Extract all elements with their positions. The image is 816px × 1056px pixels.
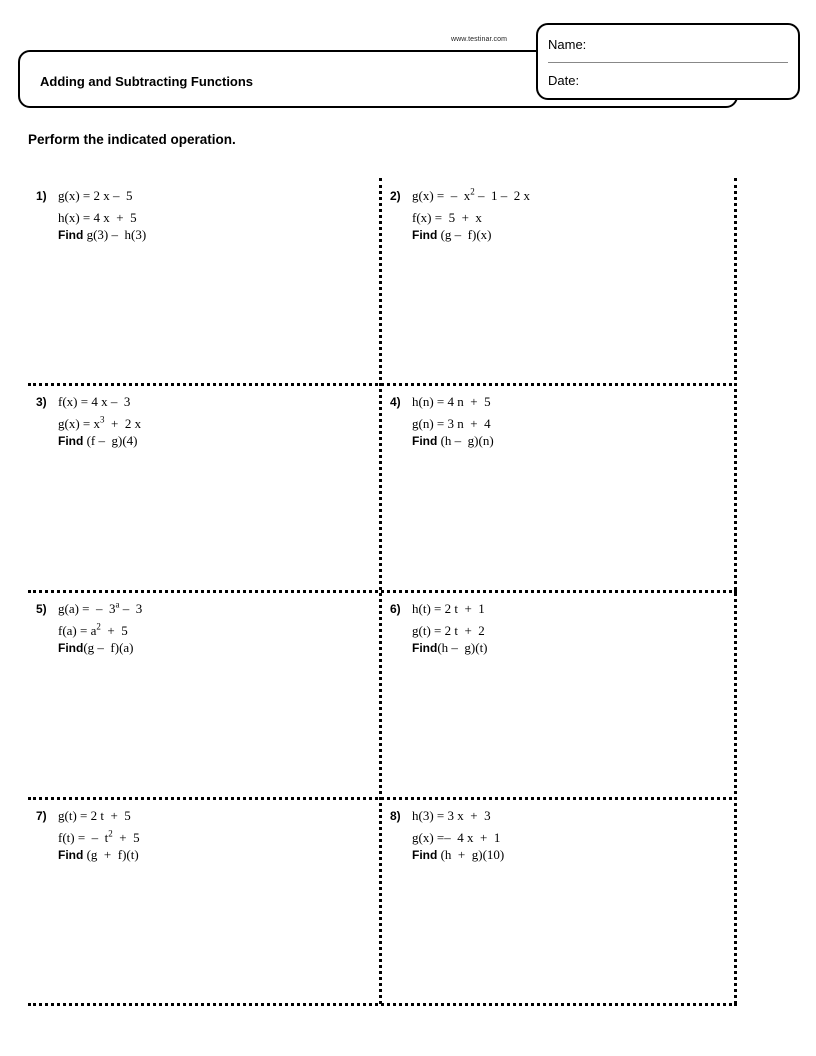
- problem-line-1: g(t) = 2 t + 5: [58, 808, 131, 823]
- problem-line-1: h(n) = 4 n + 5: [412, 394, 491, 409]
- name-divider: [548, 62, 788, 63]
- problem-number: 3): [36, 395, 47, 409]
- expr-part: g(a) = – 3: [58, 601, 116, 616]
- problem-line-1: f(x) = 4 x – 3: [58, 394, 131, 409]
- exponent: 2: [108, 828, 113, 839]
- find-keyword: Find: [58, 641, 84, 655]
- find-keyword: Find: [58, 228, 84, 242]
- find-keyword: Find: [412, 434, 438, 448]
- grid-divider-row-4: [28, 1003, 737, 1006]
- problem-find: [58, 226, 146, 244]
- worksheet-title: Adding and Subtracting Functions: [40, 74, 254, 89]
- grid-divider-row-3: [28, 797, 737, 800]
- problem-number: 4): [390, 395, 401, 409]
- website-url: www.testinar.com: [451, 36, 508, 43]
- exponent: 3: [100, 414, 105, 425]
- problem-find: [412, 846, 504, 864]
- find-expression: (h – g)(n): [437, 433, 494, 448]
- expr-part: f(a) = a: [58, 623, 97, 638]
- find-expression: (h + g)(10): [437, 847, 505, 862]
- find-expression: (h – g)(t): [437, 640, 488, 655]
- find-expression: (g + f)(t): [83, 847, 139, 862]
- find-keyword: Find: [58, 848, 84, 862]
- find-expression: g(3) – h(3): [83, 227, 147, 242]
- find-keyword: Find: [412, 848, 438, 862]
- problem-find: [412, 226, 491, 244]
- expr-part: + 2 x: [104, 416, 142, 431]
- problem-find: [412, 432, 494, 450]
- instructions: Perform the indicated operation.: [28, 132, 236, 147]
- problem-line-2: f(x) = 5 + x: [412, 210, 482, 225]
- problem-line-1: [412, 187, 530, 205]
- problem-number: 7): [36, 809, 47, 823]
- exponent: a: [115, 599, 120, 610]
- problem-line-2: [58, 829, 140, 847]
- find-expression: (g – f)(x): [437, 227, 492, 242]
- problem-line-2: [58, 415, 141, 433]
- problem-line-2: g(n) = 3 n + 4: [412, 416, 491, 431]
- problem-line-1: h(t) = 2 t + 1: [412, 601, 485, 616]
- find-keyword: Find: [412, 641, 438, 655]
- find-expression: (f – g)(4): [83, 433, 138, 448]
- grid-divider-row-1: [28, 383, 737, 386]
- problem-find: [58, 846, 139, 864]
- problem-number: 1): [36, 189, 47, 203]
- problem-number: 8): [390, 809, 401, 823]
- problem-line-1: h(3) = 3 x + 3: [412, 808, 491, 823]
- find-keyword: Find: [412, 228, 438, 242]
- grid-divider-row-2: [28, 590, 737, 593]
- date-label: Date:: [548, 73, 580, 88]
- problem-find: [412, 639, 488, 657]
- exponent: 2: [96, 621, 101, 632]
- problem-line-2: g(t) = 2 t + 2: [412, 623, 485, 638]
- problem-grid: [28, 178, 736, 1006]
- problem-line-2: h(x) = 4 x + 5: [58, 210, 137, 225]
- expr-part: – 3: [119, 601, 143, 616]
- expr-part: g(x) = – x: [412, 188, 471, 203]
- find-keyword: Find: [58, 434, 84, 448]
- problem-line-1: [58, 600, 142, 618]
- name-date-box: [536, 23, 800, 100]
- exponent: 2: [470, 186, 475, 197]
- find-expression: (g – f)(a): [83, 640, 134, 655]
- problem-number: 6): [390, 602, 401, 616]
- problem-line-2: [58, 622, 128, 640]
- problem-number: 2): [390, 189, 401, 203]
- expr-part: f(t) = – t: [58, 830, 109, 845]
- problem-line-1: g(x) = 2 x – 5: [58, 188, 133, 203]
- expr-part: – 1 – 2 x: [474, 188, 530, 203]
- name-label: Name:: [548, 37, 587, 52]
- expr-part: g(x) = x: [58, 416, 100, 431]
- problem-find: [58, 432, 137, 450]
- problem-line-2: g(x) =– 4 x + 1: [412, 830, 501, 845]
- problem-number: 5): [36, 602, 47, 616]
- expr-part: + 5: [112, 830, 140, 845]
- expr-part: + 5: [100, 623, 128, 638]
- problem-find: [58, 639, 134, 657]
